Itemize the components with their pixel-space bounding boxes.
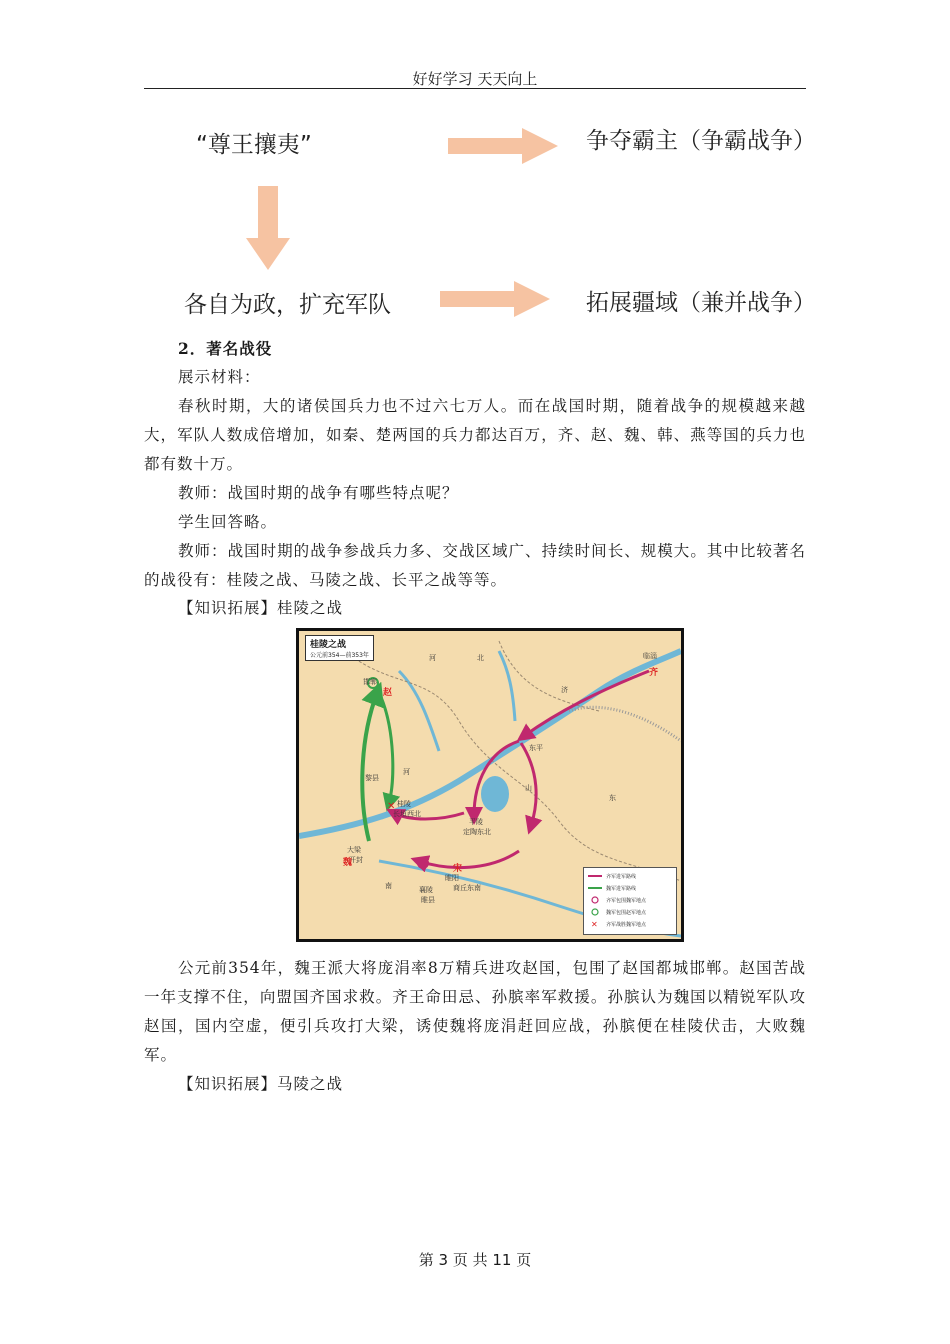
diagram-node-zhengba: 争夺霸主（争霸战争） (586, 128, 816, 154)
legend-qi-route: 齐军进军路线 (606, 874, 637, 880)
legend-wei-route: 魏军进军路线 (606, 886, 637, 892)
map-label-linzi: 临淄 (643, 652, 657, 660)
map-label-suiyang: 睢阳 (445, 874, 459, 882)
diagram-node-jianbing: 拓展疆域（兼并战争） (586, 290, 816, 316)
map-label-kaifeng: 开封 (349, 856, 363, 864)
map-label-wei: 魏 (343, 858, 353, 868)
knowledge-ext-guiling: 【知识拓展】桂陵之战 (178, 599, 344, 617)
map-label-guiling: 桂陵 (397, 800, 411, 808)
map-label-daliang: 大梁 (347, 846, 361, 854)
map-label-song: 宋 (453, 864, 463, 874)
knowledge-ext-maling: 【知识拓展】马陵之战 (178, 1075, 344, 1093)
map-label-dingtao: 定陶东北 (463, 828, 491, 836)
right-arrow-icon (448, 126, 560, 166)
map-label-handan: 邯郸 (363, 678, 377, 686)
right-arrow-icon (440, 280, 552, 318)
map-label-zhao: 赵 (383, 688, 393, 698)
down-arrow-icon (244, 186, 292, 272)
map-label-dongping: 东平 (529, 744, 543, 752)
page-header: 好好学习 天天向上 (412, 70, 538, 88)
map-label-shan: 山 (525, 784, 532, 792)
map-label-qi: 齐 (649, 668, 659, 678)
map-label-bei: 北 (477, 654, 484, 662)
map-label-shangqiu: 商丘东南 (453, 884, 481, 892)
material-label: 展示材料： (178, 368, 261, 386)
map-label-dong: 东 (609, 794, 616, 802)
teacher-answer: 教师：战国时期的战争参战兵力多、交战区域广、持续时间长、规模大。其中比较著名的战役有：桂陵之战、马陵之战、长平之战等等。 (144, 542, 806, 589)
guiling-battle-map (296, 628, 684, 942)
map-subtitle: 公元前354—前353年 (310, 652, 369, 659)
diagram-node-zunwang: “尊王攘夷” (196, 132, 312, 158)
material-paragraph: 春秋时期，大的诸侯国兵力也不过六七万人。而在战国时期，随着战争的规模越来越大，军队人数成倍增加，如秦、楚两国的兵力都达百万，齐、赵、魏、韩、燕等国的兵力也都有数十万。 (144, 397, 806, 473)
header-divider (144, 88, 806, 89)
diagram-node-gezi: 各自为政，扩充军队 (184, 292, 391, 318)
svg-text:✕: ✕ (387, 801, 396, 812)
map-legend (583, 867, 677, 935)
legend-wei-siege: 魏军包围赵军地点 (606, 910, 647, 916)
map-label-changyuan: 长垣西北 (393, 810, 421, 818)
legend-qi-siege: 齐军包围魏军地点 (606, 898, 647, 904)
map-label-he-2: 河 (403, 768, 410, 776)
section-heading: 2．著名战役 (178, 339, 273, 358)
legend-qi-victory: 齐军战胜魏军地点 (606, 922, 647, 928)
map-label-pingling: 平陵 (469, 818, 483, 826)
page-footer: 第 3 页 共 11 页 (418, 1251, 532, 1269)
legend-symbols (586, 868, 606, 934)
map-title: 桂陵之战 (310, 640, 347, 650)
teacher-question: 教师：战国时期的战争有哪些特点呢？ (178, 484, 459, 502)
map-label-he: 河 (429, 654, 436, 662)
guiling-paragraph: 公元前354年，魏王派大将庞涓率8万精兵进攻赵国，包围了赵国都城邯郸。赵国苦战一年支撑不住，向盟国齐国求救。齐王命田忌、孙膑率军救援。孙膑认为魏国以精锐军队攻赵国，国内空虚，便引兵攻打大梁，诱使魏将庞涓赶回应战，孙膑便在桂陵伏击，大败魏军。 (144, 959, 806, 1064)
map-title-box (305, 635, 374, 661)
student-answer: 学生回答略。 (178, 513, 278, 531)
map-label-suixian: 睢县 (421, 896, 435, 904)
map-label-xiangling: 襄陵 (419, 886, 433, 894)
map-label-nan: 南 (385, 882, 392, 890)
svg-text:✕: ✕ (591, 920, 598, 929)
map-label-liyang: 黎县 (365, 774, 379, 782)
map-label-jishui: 济 (561, 686, 568, 694)
